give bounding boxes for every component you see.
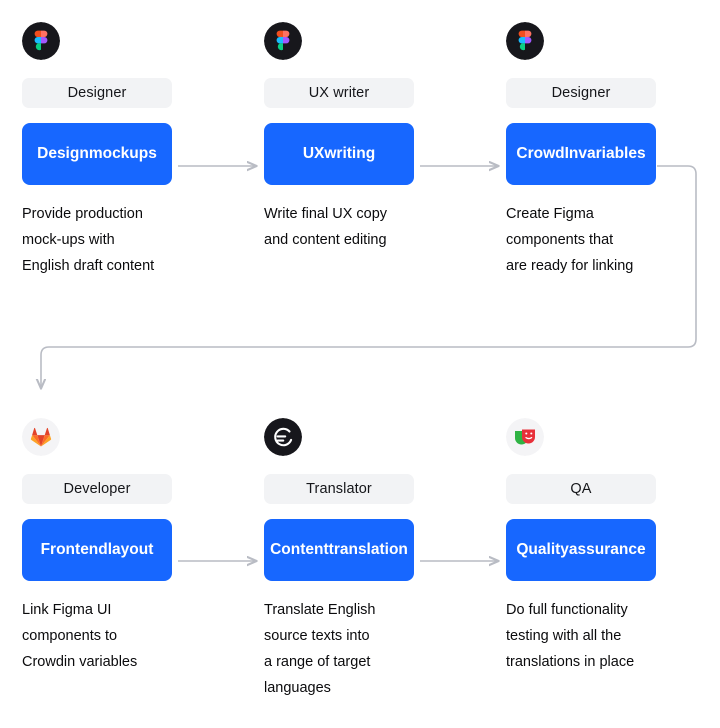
figma-icon: [22, 22, 60, 60]
role-label: Developer: [22, 474, 172, 504]
step-line-1: Frontend: [40, 541, 108, 558]
desc-line: Crowdin variables: [22, 654, 138, 670]
desc-line: source texts into: [264, 628, 370, 644]
desc-line: English draft content: [22, 258, 155, 274]
desc-line: Create Figma: [506, 206, 594, 222]
desc-line: are ready for linking: [506, 258, 634, 274]
desc-line: mock-ups with: [22, 232, 115, 248]
step-line-1: Design: [37, 145, 89, 162]
step-line-2: layout: [107, 541, 154, 558]
step-button[interactable]: [264, 519, 414, 581]
step-description: [506, 201, 658, 279]
step-line-1: CrowdIn: [516, 145, 579, 162]
desc-line: Do full functionality: [506, 602, 628, 618]
desc-line: components to: [22, 628, 118, 644]
step-line-2: writing: [324, 145, 376, 162]
workflow-step-crowdin-variables: [506, 22, 656, 279]
desc-line: Translate English: [264, 602, 376, 618]
step-button[interactable]: [22, 123, 172, 185]
step-line-1: UX: [302, 145, 325, 162]
step-line-1: Quality: [516, 541, 569, 558]
step-description: [264, 597, 416, 701]
step-description: [22, 201, 174, 279]
role-label: Designer: [22, 78, 172, 108]
workflow-step-quality-assurance: [506, 418, 656, 675]
step-description: [264, 201, 416, 253]
step-line-2: mockups: [88, 145, 157, 162]
gitlab-icon: [22, 418, 60, 456]
desc-line: Link Figma UI: [22, 602, 112, 618]
step-button[interactable]: [264, 123, 414, 185]
step-description: [22, 597, 174, 675]
desc-line: languages: [264, 680, 331, 696]
step-button[interactable]: [506, 123, 656, 185]
desc-line: and content editing: [264, 232, 387, 248]
step-button[interactable]: [22, 519, 172, 581]
role-label: QA: [506, 474, 656, 504]
theater-masks-icon: [506, 418, 544, 456]
workflow-step-ux-writing: [264, 22, 414, 253]
desc-line: components that: [506, 232, 614, 248]
step-button[interactable]: [506, 519, 656, 581]
figma-icon: [506, 22, 544, 60]
step-line-2: assurance: [568, 541, 646, 558]
figma-icon: [264, 22, 302, 60]
workflow-step-content-translation: [264, 418, 414, 701]
desc-line: translations in place: [506, 654, 635, 670]
step-line-2: translation: [328, 541, 408, 558]
role-label: UX writer: [264, 78, 414, 108]
desc-line: Provide production: [22, 206, 143, 222]
step-description: [506, 597, 658, 675]
crowdin-icon: [264, 418, 302, 456]
workflow-step-frontend-layout: [22, 418, 172, 675]
desc-line: Write final UX copy: [264, 206, 388, 222]
workflow-step-design-mockups: [22, 22, 172, 279]
role-label: Translator: [264, 474, 414, 504]
desc-line: a range of target: [264, 654, 371, 670]
step-line-1: Content: [270, 541, 329, 558]
step-line-2: variables: [578, 145, 646, 162]
role-label: Designer: [506, 78, 656, 108]
desc-line: testing with all the: [506, 628, 622, 644]
